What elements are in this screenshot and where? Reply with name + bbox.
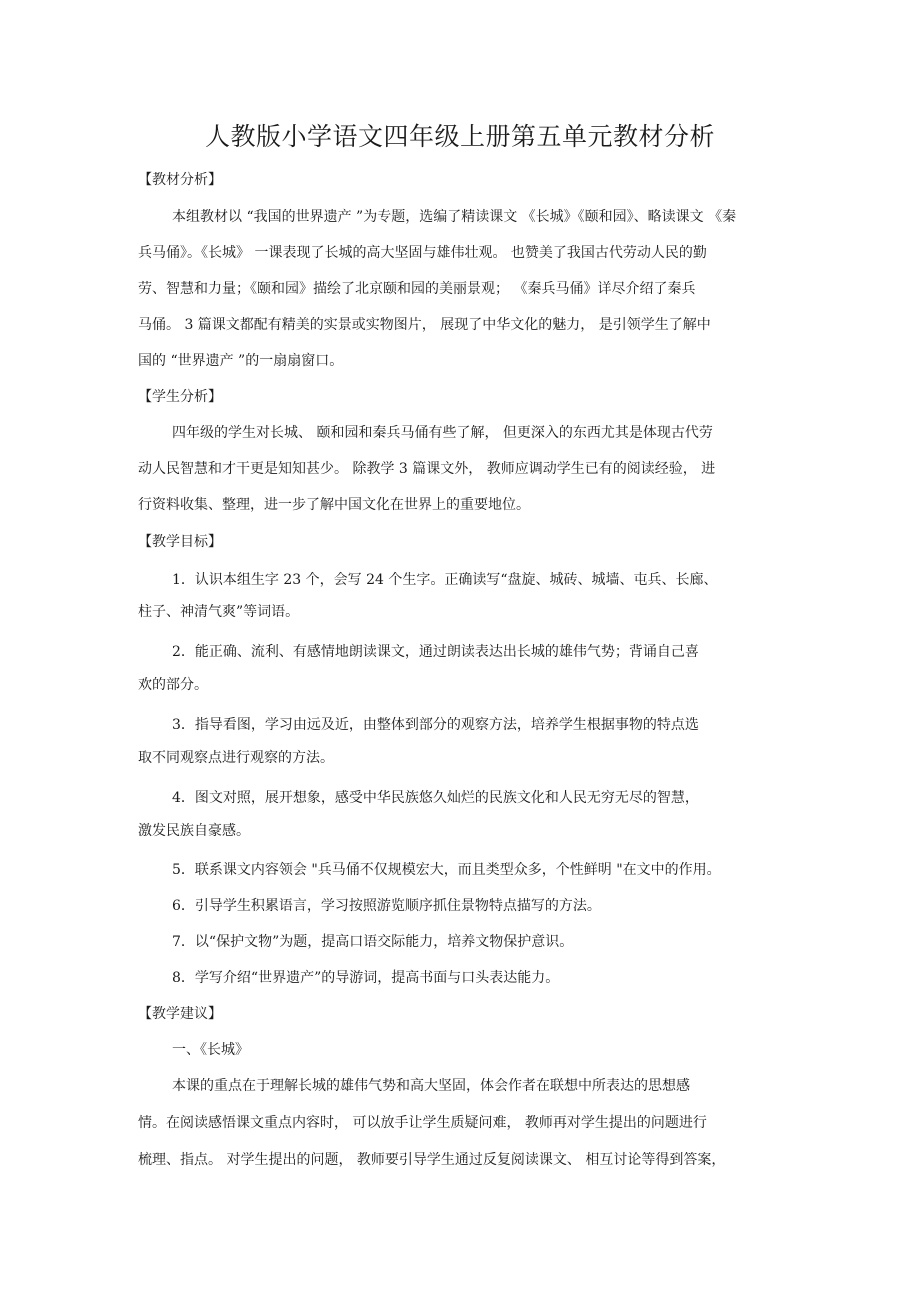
subsection-heading-great-wall: 一、《长城》 — [172, 1042, 249, 1058]
paragraph-line: 四年级的学生对长城、 颐和园和秦兵马俑有些了解， 但更深入的东西尤其是体现古代劳 — [172, 425, 713, 441]
paragraph-line: 梳理、指点。 对学生提出的问题， 教师要引导学生通过反复阅读课文、 相互讨论等得到答案， — [138, 1152, 726, 1168]
goal-item-5: 5．联系课文内容领会 "兵马俑不仅规模宏大，而且类型众多，个性鲜明 "在文中的作用。 — [172, 862, 721, 878]
section-heading-students: 【学生分析】 — [138, 389, 222, 405]
paragraph-line: 兵马俑》。《长城》 一课表现了长城的高大坚固与雄伟壮观。 也赞美了我国古代劳动人民的勤 — [138, 245, 707, 261]
goal-item-4-line-1: 4．图文对照，展开想象，感受中华民族悠久灿烂的民族文化和人民无穷无尽的智慧， — [172, 790, 699, 806]
goal-item-2-line-2: 欢的部分。 — [138, 677, 208, 693]
section-heading-goals: 【教学目标】 — [138, 534, 222, 550]
page-title: 人教版小学语文四年级上册第五单元教材分析 — [204, 122, 715, 151]
paragraph-line: 本课的重点在于理解长城的雄伟气势和高大坚固，体会作者在联想中所表达的思想感 — [172, 1078, 690, 1094]
goal-item-1-line-2: 柱子、神清气爽”等词语。 — [138, 604, 300, 620]
paragraph-line: 情。在阅读感悟课文重点内容时， 可以放手让学生质疑问难， 教师再对学生提出的问题进行 — [138, 1115, 707, 1131]
paragraph-line: 行资料收集、整理，进一步了解中国文化在世界上的重要地位。 — [138, 497, 530, 513]
section-heading-suggestions: 【教学建议】 — [138, 1006, 222, 1022]
paragraph-line: 国的 “世界遗产 ”的一扇扇窗口。 — [138, 353, 344, 369]
goal-item-6: 6．引导学生积累语言，学习按照游览顺序抓住景物特点描写的方法。 — [172, 898, 601, 914]
goal-item-3-line-2: 取不同观察点进行观察的方法。 — [138, 750, 334, 766]
goal-item-7: 7．以“保护文物”为题，提高口语交际能力，培养文物保护意识。 — [172, 934, 574, 950]
goal-item-2-line-1: 2．能正确、流利、有感情地朗读课文，通过朗读表达出长城的雄伟气势；背诵自己喜 — [172, 644, 699, 660]
section-heading-textbook: 【教材分析】 — [138, 172, 222, 188]
goal-item-3-line-1: 3．指导看图，学习由远及近，由整体到部分的观察方法，培养学生根据事物的特点选 — [172, 717, 699, 733]
paragraph-line: 动人民智慧和才干更是知知甚少。 除教学 3 篇课文外， 教师应调动学生已有的阅读经验， 进 — [138, 461, 716, 477]
goal-item-4-line-2: 激发民族自豪感。 — [138, 823, 250, 839]
goal-item-8: 8．学写介绍“世界遗产”的导游词，提高书面与口头表达能力。 — [172, 970, 560, 986]
paragraph-line: 本组教材以 “我国的世界遗产 ”为专题，选编了精读课文 《长城》《颐和园》、略读课文 《秦 — [172, 209, 737, 225]
paragraph-line: 马俑。 3 篇课文都配有精美的实景或实物图片， 展现了中华文化的魅力， 是引领学生了解中 — [138, 317, 711, 333]
goal-item-1-line-1: 1．认识本组生字 23 个，会写 24 个生字。正确读写“盘旋、城砖、城墙、屯兵、长廊、 — [172, 572, 718, 588]
paragraph-line: 劳、智慧和力量；《颐和园》描绘了北京颐和园的美丽景观； 《秦兵马俑》详尽介绍了秦兵 — [138, 281, 696, 297]
